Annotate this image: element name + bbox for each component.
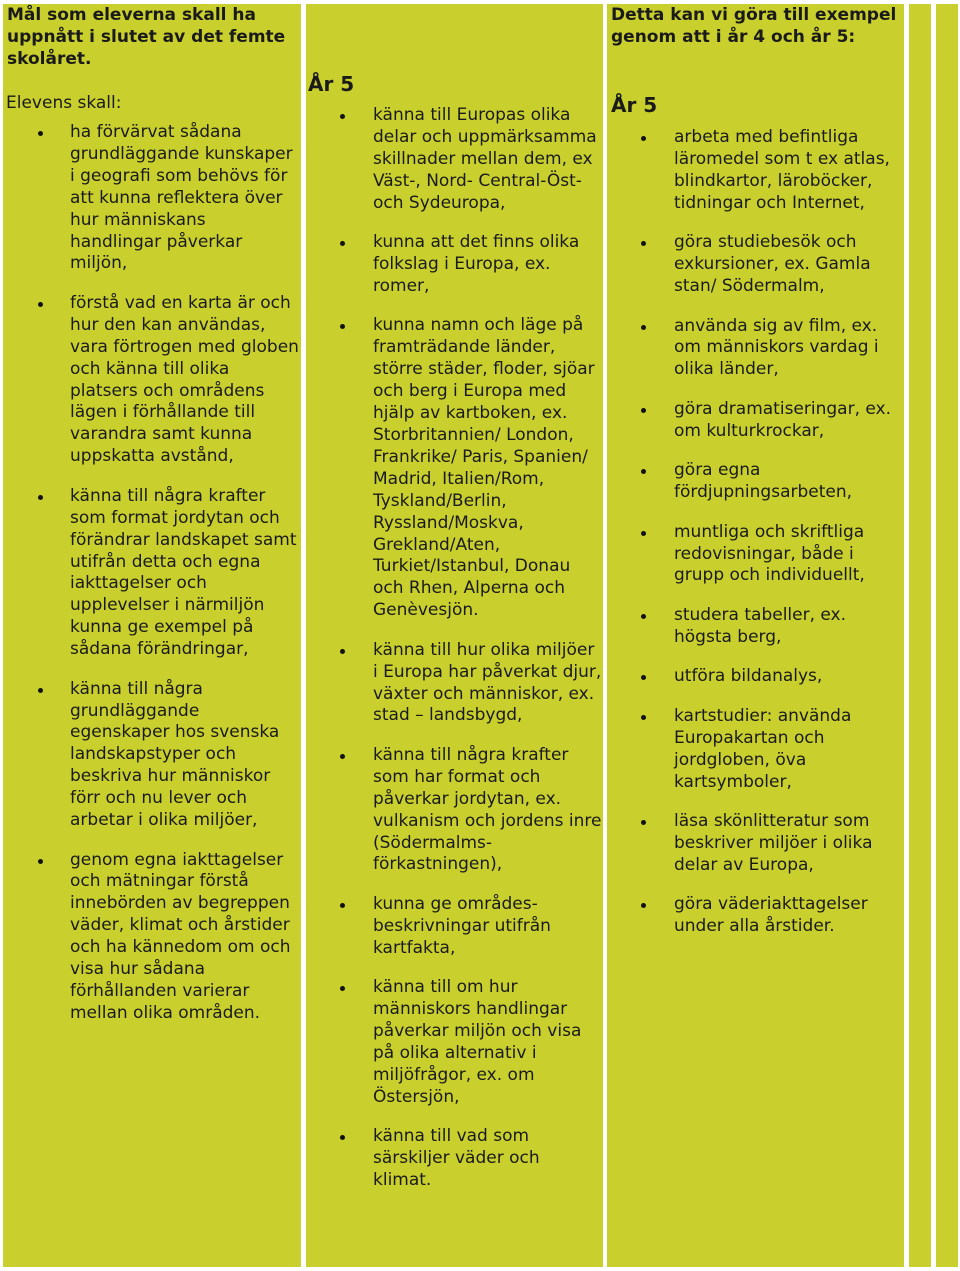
year5-text: kunna namn och läge på framträdande länder, större städer, floder, sjöar och berg i Europa med hjälp av kartboken, ex. Storbritannien/ London, Frankrike/ Paris, Spanien/ Madrid, Italien/Rom, Tyskland/Berlin, Ryssland/Moskva, Grekland/Aten, Turkiet/Istanbul, Donau och Rhen, Alperna och Genèvesjön. xyxy=(373,315,595,621)
example-text: kartstudier: använda Europakartan och jordgloben, öva kartsymboler, xyxy=(674,705,852,792)
list-item xyxy=(306,1126,603,1192)
list-item xyxy=(306,232,603,298)
bullet-icon xyxy=(38,131,43,136)
bullet-icon xyxy=(340,114,345,119)
year5-text: känna till hur olika miljöer i Europa har påverkat djur, växter och människor, ex. stad – landsbygd, xyxy=(373,639,602,726)
year5-column xyxy=(306,4,603,1267)
bullet-icon xyxy=(38,302,43,307)
goals-intro: Elevens skall: xyxy=(6,93,122,113)
list-item xyxy=(607,666,904,688)
year5-text: kunna ge områdes-beskrivningar utifrån kartfakta, xyxy=(373,893,551,958)
example-text: använda sig av film, ex. om människors vardag i olika länder, xyxy=(674,315,879,380)
bullet-icon xyxy=(340,649,345,654)
year5-list xyxy=(306,105,603,1210)
list-item xyxy=(607,894,904,938)
bullet-icon xyxy=(340,241,345,246)
bullet-icon xyxy=(641,675,646,680)
list-item xyxy=(306,315,603,622)
examples-column xyxy=(607,4,904,1267)
list-item xyxy=(3,122,301,275)
examples-list xyxy=(607,127,904,956)
list-item xyxy=(306,640,603,728)
bullet-icon xyxy=(641,325,646,330)
example-text: göra egna fördjupningsarbeten, xyxy=(674,460,853,503)
year5-text: känna till om hur människors handlingar påverkar miljön och visa på olika alternativ i miljöfrågor, ex. om Östersjön, xyxy=(373,977,582,1107)
bullet-icon xyxy=(340,324,345,329)
list-item xyxy=(306,894,603,960)
year5-text: känna till Europas olika delar och uppmärksamma skillnader mellan dem, ex Väst-, Nord- Central-Öst- och Sydeuropa, xyxy=(373,105,597,213)
bullet-icon xyxy=(641,903,646,908)
goal-text: förstå vad en karta är och hur den kan användas, vara förtrogen med globen och känna till olika platsers och områdens lägen i förhållande till varandra samt kunna uppskatta avstånd, xyxy=(70,292,299,467)
example-text: göra studiebesök och exkursioner, ex. Gamla stan/ Södermalm, xyxy=(674,232,871,297)
bullet-icon xyxy=(641,136,646,141)
example-text: göra dramatiseringar, ex. om kulturkrockar, xyxy=(674,398,891,441)
year5-text: kunna att det finns olika folkslag i Europa, ex. romer, xyxy=(373,232,580,296)
bullet-icon xyxy=(38,688,43,693)
goals-column xyxy=(3,4,301,1267)
bullet-icon xyxy=(641,715,646,720)
empty-column xyxy=(909,4,931,1267)
bullet-icon xyxy=(38,495,43,500)
list-item xyxy=(3,850,301,1025)
list-item xyxy=(607,811,904,877)
bullet-icon xyxy=(641,614,646,619)
goal-text: genom egna iakttagelser och mätningar förstå innebörden av begreppen väder, klimat och årstider och ha kännedom om och visa hur sådana förhållanden varierar mellan olika områden. xyxy=(70,849,291,1023)
year5-text: känna till några krafter som har format och påverkar jordytan, ex. vulkanism och jordens inre (Södermalms-förkastningen), xyxy=(373,744,602,875)
example-text: arbeta med befintliga läromedel som t ex atlas, blindkartor, läroböcker, tidningar och Internet, xyxy=(674,127,890,213)
year5-heading: År 5 xyxy=(308,72,355,96)
bullet-icon xyxy=(340,903,345,908)
list-item xyxy=(607,605,904,649)
bullet-icon xyxy=(38,859,43,864)
bullet-icon xyxy=(340,1135,345,1140)
list-item xyxy=(607,316,904,382)
list-item xyxy=(3,293,301,468)
empty-column xyxy=(936,4,958,1267)
example-text: muntliga och skriftliga redovisningar, både i grupp och individuellt, xyxy=(674,521,865,586)
list-item xyxy=(3,486,301,661)
examples-heading: Detta kan vi göra till exempel genom att i år 4 och år 5: xyxy=(611,5,897,47)
bullet-icon xyxy=(340,986,345,991)
list-item xyxy=(607,706,904,794)
list-item xyxy=(3,679,301,832)
bullet-icon xyxy=(340,754,345,759)
example-text: göra väderiakttagelser under alla årstider. xyxy=(674,894,868,937)
year5-text: känna till vad som särskiljer väder och klimat. xyxy=(373,1126,540,1191)
list-item xyxy=(607,399,904,443)
goals-heading: Mål som eleverna skall ha uppnått i slutet av det femte skolåret. xyxy=(7,5,286,69)
list-item xyxy=(306,105,603,215)
example-text: läsa skönlitteratur som beskriver miljöer i olika delar av Europa, xyxy=(674,811,873,875)
bullet-icon xyxy=(641,408,646,413)
examples-year-heading: År 5 xyxy=(611,93,658,117)
goal-text: känna till några krafter som format jordytan och förändrar landskapet samt utifrån detta och egna iakttagelser och upplevelser i närmiljön kunna ge exempel på sådana förändringar, xyxy=(70,485,297,660)
bullet-icon xyxy=(641,241,646,246)
list-item xyxy=(607,522,904,588)
example-text: studera tabeller, ex. högsta berg, xyxy=(674,604,847,647)
goal-text: ha förvärvat sådana grundläggande kunskaper i geografi som behövs för att kunna reflektera över hur människans handlingar påverkar miljön, xyxy=(70,122,293,274)
list-item xyxy=(306,977,603,1108)
example-text: utföra bildanalys, xyxy=(674,666,823,687)
list-item xyxy=(607,460,904,504)
list-item xyxy=(607,127,904,215)
bullet-icon xyxy=(641,531,646,536)
bullet-icon xyxy=(641,469,646,474)
list-item xyxy=(306,745,603,876)
bullet-icon xyxy=(641,820,646,825)
goals-list xyxy=(3,122,301,1042)
list-item xyxy=(607,232,904,298)
goal-text: känna till några grundläggande egenskaper hos svenska landskapstyper och beskriva hur människor förr och nu lever och arbetar i olika miljöer, xyxy=(70,678,280,831)
